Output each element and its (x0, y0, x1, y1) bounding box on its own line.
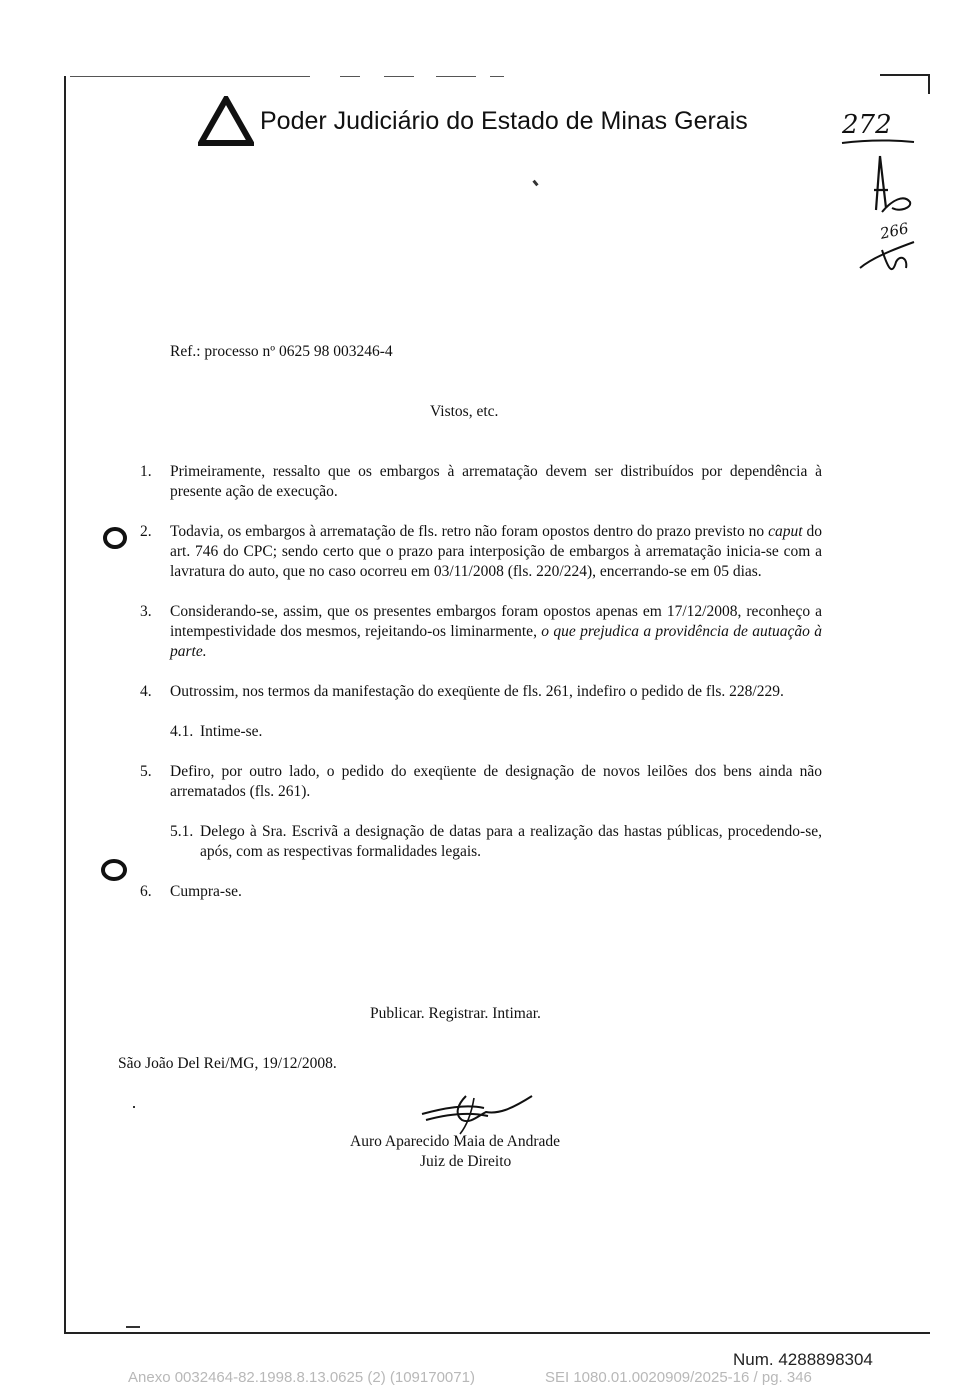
item-number: 1. (140, 463, 152, 480)
item-text: Primeiramente, ressalto que os embargos à arrematação devem ser distribuídos por dependência à presente ação de execução. (170, 463, 822, 500)
decision-items (140, 462, 830, 922)
italic-term: caput (768, 523, 803, 540)
page-corner-mark (880, 74, 930, 76)
item-text: Outrossim, nos termos da manifestação do exeqüente de fls. 261, indefiro o pedido de fls. 228/229. (170, 683, 784, 700)
folio-number-handwritten: 272 (842, 110, 892, 140)
list-item (140, 602, 830, 662)
top-border-fragment (340, 76, 360, 77)
item-text: Intime-se. (200, 723, 263, 740)
salutation: Vistos, etc. (430, 403, 499, 420)
punch-hole-icon (98, 856, 130, 884)
letterhead (198, 96, 748, 146)
sei-reference: SEI 1080.01.0020909/2025-16 / pg. 346 (545, 1369, 812, 1386)
item-text: Delego à Sra. Escrivã a designação de datas para a realização das hastas públicas, procedendo-se, após, com as respectivas formalidades legais. (200, 823, 822, 860)
list-item (140, 462, 830, 502)
closing-formula: Publicar. Registrar. Intimar. (370, 1005, 541, 1022)
judge-name: Auro Aparecido Maia de Andrade (350, 1133, 561, 1150)
folio-rubric-signature-icon (852, 150, 922, 280)
item-number: 2. (140, 523, 152, 540)
judge-title: Juiz de Direito (420, 1153, 512, 1170)
process-reference: Ref.: processo nº 0625 98 003246-4 (170, 343, 393, 360)
list-subitem (170, 822, 830, 862)
scan-speck (126, 1326, 140, 1328)
item-number: 6. (140, 883, 152, 900)
list-item (140, 682, 830, 702)
item-number: 5.1. (170, 823, 194, 840)
list-item (140, 762, 830, 802)
top-border-fragment (490, 76, 504, 77)
italic-phrase: o que prejudica a providência de autuação à parte. (170, 623, 822, 660)
scan-speck (133, 1106, 135, 1108)
item-text: Cumpra-se. (170, 883, 242, 900)
list-subitem (170, 722, 830, 742)
document-number: Num. 4288898304 (733, 1350, 873, 1369)
previous-folio-number: 266 (878, 219, 911, 243)
page-corner-mark (928, 74, 930, 94)
page-border-bottom (64, 1332, 930, 1334)
folio-underline (838, 136, 918, 148)
page-border-left (64, 76, 66, 1334)
item-number: 4. (140, 683, 152, 700)
item-number: 4.1. (170, 723, 194, 740)
item-text: Defiro, por outro lado, o pedido do exeqüente de designação de novos leilões dos bens ainda não arrematados (fls. 261). (170, 763, 822, 800)
item-text: Todavia, os embargos à arrematação de fls. retro não foram opostos dentro do prazo previsto no caput do art. 746 do CPC; sendo certo que o prazo para interposição de embargos à arrematação inicia-se com a lavratura do auto, que no caso ocorreu em 03/11/2008 (fls. 220/224), encerrando-se em 05 dias. (170, 523, 822, 580)
punch-hole-icon (100, 524, 130, 552)
court-triangle-logo-icon (198, 96, 254, 146)
item-number: 3. (140, 603, 152, 620)
item-text: Considerando-se, assim, que os presentes embargos foram opostos apenas em 17/12/2008, reconheço a intempestividade dos mesmos, rejeitando-os liminarmente, o que prejudica a providência de autuação à parte. (170, 603, 822, 660)
court-name: Poder Judiciário do Estado de Minas Gerais (260, 106, 748, 135)
annex-reference: Anexo 0032464-82.1998.8.13.0625 (2) (109170071) (128, 1369, 475, 1386)
top-border-fragment (436, 76, 476, 77)
list-item (140, 882, 830, 902)
item-number: 5. (140, 763, 152, 780)
top-border-fragment (384, 76, 414, 77)
place-and-date: São João Del Rei/MG, 19/12/2008. (118, 1055, 337, 1072)
scan-speck (532, 180, 538, 187)
top-border-fragment (70, 76, 310, 77)
list-item (140, 522, 830, 582)
